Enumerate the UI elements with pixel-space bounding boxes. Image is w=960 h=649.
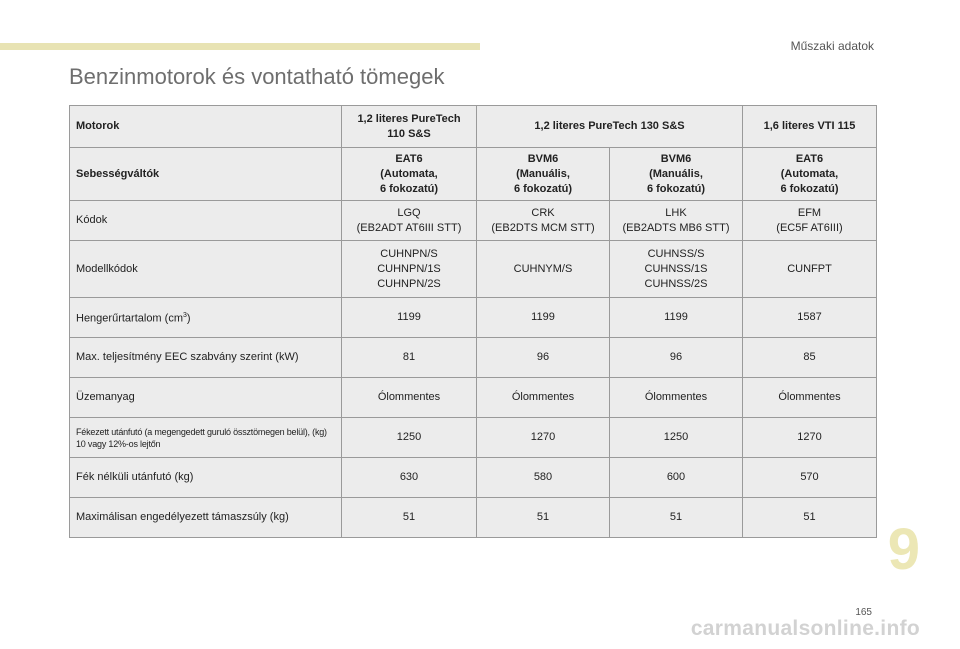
value-cell: 570: [743, 458, 877, 498]
row-label-engines: Motorok: [70, 106, 342, 148]
code-cell: LGQ (EB2ADT AT6III STT): [342, 201, 477, 241]
value-cell: 51: [342, 498, 477, 538]
code-cell: LHK (EB2ADTS MB6 STT): [610, 201, 743, 241]
table-row-fuel: [70, 378, 877, 418]
page-number: 165: [855, 607, 872, 618]
row-label-codes: Kódok: [70, 201, 342, 241]
model-code-cell: CUHNYM/S: [477, 241, 610, 298]
table-row-power: [70, 338, 877, 378]
value-cell: 1270: [743, 418, 877, 458]
value-cell: 1250: [342, 418, 477, 458]
row-label-model-codes: Modellkódok: [70, 241, 342, 298]
model-code-cell: CUHNSS/S CUHNSS/1S CUHNSS/2S: [610, 241, 743, 298]
value-cell: 85: [743, 338, 877, 378]
value-cell: Ólommentes: [477, 378, 610, 418]
row-label-braked-trailer: Fékezett utánfutó (a megengedett guruló össztömegen belül), (kg) 10 vagy 12%-os lejtőn: [70, 418, 342, 458]
engine-header-1-2-130: 1,2 literes PureTech 130 S&S: [477, 106, 743, 148]
model-code-cell: CUHNPN/S CUHNPN/1S CUHNPN/2S: [342, 241, 477, 298]
value-cell: 1587: [743, 298, 877, 338]
table-row-displacement: [70, 298, 877, 338]
value-cell: 630: [342, 458, 477, 498]
gearbox-cell: BVM6 (Manuális, 6 fokozatú): [477, 148, 610, 201]
engine-header-1-6: 1,6 literes VTI 115: [743, 106, 877, 148]
table-row-codes: [70, 201, 877, 241]
value-cell: 600: [610, 458, 743, 498]
gearbox-cell: BVM6 (Manuális, 6 fokozatú): [610, 148, 743, 201]
table-row-nose-weight: [70, 498, 877, 538]
value-cell: 51: [477, 498, 610, 538]
model-code-cell: CUNFPT: [743, 241, 877, 298]
row-label-fuel: Üzemanyag: [70, 378, 342, 418]
value-cell: 1199: [342, 298, 477, 338]
chapter-name: Műszaki adatok: [790, 39, 874, 53]
code-cell: CRK (EB2DTS MCM STT): [477, 201, 610, 241]
value-cell: Ólommentes: [342, 378, 477, 418]
row-label-displacement: Hengerűrtartalom $(cm^3)$: [70, 298, 342, 338]
value-cell: 96: [477, 338, 610, 378]
watermark: carmanualsonline.info: [690, 617, 920, 640]
value-cell: Ólommentes: [743, 378, 877, 418]
value-cell: 1199: [610, 298, 743, 338]
row-label-power: Max. teljesítmény EEC szabvány szerint (kW): [70, 338, 342, 378]
row-label-gearboxes: Sebességváltók: [70, 148, 342, 201]
value-cell: 1270: [477, 418, 610, 458]
table-row-engines: [70, 106, 877, 148]
gearbox-cell: EAT6 (Automata, 6 fokozatú): [743, 148, 877, 201]
value-cell: 1199: [477, 298, 610, 338]
value-cell: Ólommentes: [610, 378, 743, 418]
table-row-gearboxes: [70, 148, 877, 201]
row-label-unbraked-trailer: Fék nélküli utánfutó (kg): [70, 458, 342, 498]
value-cell: 1250: [610, 418, 743, 458]
table-row-unbraked-trailer: [70, 458, 877, 498]
code-cell: EFM (EC5F AT6III): [743, 201, 877, 241]
value-cell: 81: [342, 338, 477, 378]
value-cell: 51: [610, 498, 743, 538]
value-cell: 580: [477, 458, 610, 498]
gearbox-cell: EAT6 (Automata, 6 fokozatú): [342, 148, 477, 201]
chapter-number: 9: [887, 517, 920, 582]
table-row-braked-trailer: [70, 418, 877, 458]
page-title: Benzinmotorok és vontatható tömegek: [69, 64, 445, 89]
engine-header-1-2-110: 1,2 literes PureTech 110 S&S: [342, 106, 477, 148]
value-cell: 51: [743, 498, 877, 538]
top-accent-bar: [0, 43, 480, 50]
row-label-nose-weight: Maximálisan engedélyezett támaszsúly (kg): [70, 498, 342, 538]
table-row-model-codes: [70, 241, 877, 298]
engine-spec-table: [69, 105, 877, 538]
value-cell: 96: [610, 338, 743, 378]
